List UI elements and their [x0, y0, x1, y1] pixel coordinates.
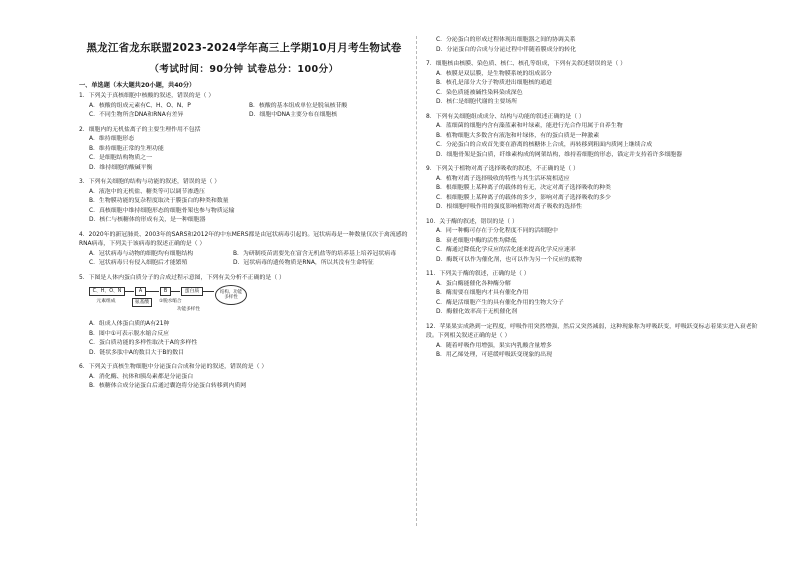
option-c: C．不同生物所含DNA和RNA有差异	[89, 112, 184, 118]
protein-synthesis-diagram	[89, 285, 289, 317]
option-b: B．维持细胞正常的生理功能	[89, 145, 164, 152]
page-title: 黑龙江省龙东联盟2023-2024学年高三上学期10月月考生物试卷	[86, 42, 402, 54]
arrow-line	[145, 291, 159, 292]
option-a: A．同一种酶可存在于分化程度不同的活细胞中	[436, 228, 558, 234]
option-a: A．消化酶、抗体和胰岛素都是分泌蛋白	[89, 373, 194, 380]
option-b: B．植物细胞大多数含有液泡和叶绿体，有的蛋白质是一种激素	[436, 132, 600, 139]
elements-box: C、H、O、N	[89, 287, 125, 296]
question-stem: 4．2020年的新冠肺炎、2003年的SARS和2012年的中东MERS都是由冠状病毒引起的。冠状病毒是一种数量仅次于禽流感的RNA病毒，下列关于该病毒的叙述正确的是（ ）	[79, 231, 408, 247]
b-box: B	[160, 287, 171, 296]
option-c: C．是细胞结构物质之一	[89, 155, 153, 161]
question-12	[426, 323, 764, 361]
option-d: D．根细胞呼吸作用的强度影响植物对离子吸收的选择性	[436, 204, 582, 210]
option-a: A．冠状病毒与动物的细胞均有细胞结构	[89, 250, 194, 257]
option-c: C．酶是活细胞产生的具有催化作用的生物大分子	[436, 299, 564, 306]
option-b: B．生物膜功能的复杂程度取决于膜蛋白的种类和数量	[89, 198, 229, 204]
option-a: A．随着呼吸作用增强，果实内乳酸含量增多	[436, 342, 552, 349]
arrow-line	[170, 291, 180, 292]
question-stem: 11．下列关于酶的叙述，正确的是（ ）	[426, 271, 530, 277]
question-6	[79, 363, 409, 392]
process-label: ①脱水缩合	[159, 299, 182, 304]
question-stem: 2．细胞内的无机盐离子的主要生理作用不包括	[79, 126, 201, 133]
option-a: A．核酸的组成元素有C、H、O、N、P	[89, 102, 191, 109]
option-a: A．蓝细菌的细胞内含有藻蓝素和叶绿素，能进行光合作用属于自养生物	[436, 123, 623, 129]
option-d: D．核仁是细胞代谢的主要场所	[436, 99, 518, 105]
question-stem: 1．下列关于真核细胞中核酸的叙述，错误的是（ ）	[79, 93, 215, 99]
option-d: D．酶既可以作为催化剂，也可以作为另一个反应的底物	[436, 256, 582, 263]
question-6-continued	[426, 36, 764, 55]
option-c: C．根细胞膜上某种离子的载体的多少，影响对离子选择吸收的多少	[436, 194, 611, 201]
column-divider	[416, 36, 417, 526]
option-row	[79, 102, 409, 112]
question-1	[79, 92, 409, 121]
question-2	[79, 126, 409, 174]
option-row	[79, 111, 409, 121]
option-c: C．真核细胞中维持细胞形态的细胞骨架也参与物质运输	[89, 207, 235, 214]
option-row	[79, 259, 409, 269]
question-stem: 8．下列有关细胞组成成分、结构与功能的叙述正确的是（ ）	[426, 113, 585, 120]
option-d: D．酶催化效率高于无机催化剂	[436, 309, 518, 315]
arrow-line	[202, 291, 214, 292]
diversity-top: 结构、功能	[220, 289, 242, 295]
question-stem: 12．苹果果实成熟到一定程度，呼吸作用突然增强，然后又突然减弱，这种现象称为呼吸跃变，呼吸跃变标志着果实进入衰老阶段。下列相关叙述正确的是（ ）	[426, 323, 758, 339]
option-c: C．蛋白质功能的多样性取决于A的多样性	[89, 340, 198, 346]
option-b: B．衰老细胞中酶的活性均降低	[436, 237, 517, 244]
option-c: C．分泌蛋白的合成首先要在游离的核糖体上合成，再转移到粗面内质网上继续合成	[436, 142, 653, 148]
question-stem: 6．下列关于真核生物细胞中分泌蛋白合成和分泌的叙述，错误的是（ ）	[79, 364, 268, 370]
section-heading: 一、单选题（本大题共20小题，共40分）	[79, 82, 196, 89]
question-9	[426, 165, 764, 213]
option-b: B．核孔是部分大分子物质进出细胞核的通道	[436, 80, 552, 86]
option-a: A．植物对离子选择吸收的特性与其生活环境相适应	[436, 175, 570, 182]
option-b: B．酶需要在细胞内才具有催化作用	[436, 290, 529, 296]
option-b: B．核酸的基本组成单位是脱氧核苷酸	[249, 102, 348, 109]
question-stem: 3．下列有关细胞的结构与功能的叙述，错误的是（ ）	[79, 179, 221, 185]
option-b: B．为研制疫苗需要先在富含无机盐等的培养基上培养冠状病毒	[233, 250, 397, 257]
exam-info: （考试时间：90分钟 试卷总分：100分）	[149, 64, 339, 75]
question-stem: 10．关于酶的叙述，错误的是（ ）	[426, 218, 518, 225]
question-stem: 5．下图是人体内蛋白质分子的合成过程示意图，下列有关分析不正确的是（ ）	[79, 274, 285, 281]
option-row	[79, 250, 409, 260]
option-d: D．细胞中DNA主要分布在细胞核	[249, 112, 338, 118]
option-d: D．冠状病毒的遗传物质是RNA，所以其没有生命特征	[233, 260, 374, 266]
question-8	[426, 113, 764, 161]
option-a: A．液泡中的无机盐、糖类等可以调节渗透压	[89, 188, 205, 195]
option-b: B．图中①可表示脱水缩合反应	[89, 330, 170, 337]
elements-note: 元素组成	[89, 298, 123, 305]
option-c: C．分泌蛋白的形成过程体现出细胞器之间的协调关系	[436, 37, 576, 43]
right-column	[426, 36, 764, 366]
function-label: 功能多样性	[177, 307, 200, 312]
a-box: A	[135, 287, 146, 296]
question-3	[79, 178, 409, 226]
option-b: B．用乙烯处理，可延缓呼吸跃变现象的出现	[436, 352, 552, 358]
option-c: C．染色质能被碱性染料染成深色	[436, 89, 523, 96]
option-b: B．核糖体合成分泌蛋白后通过囊泡将分泌蛋白转移到内质网	[89, 383, 247, 389]
diversity-bottom: 多样性	[224, 295, 238, 300]
option-d: D．细胞骨架是蛋白质，纤维素构成的网架结构，维持着细胞的形态，锚定并支持着许多细胞器	[436, 151, 683, 158]
option-a: A．核膜是双层膜，是生物膜系统的组成部分	[436, 70, 552, 77]
question-5	[79, 274, 409, 359]
arrow-line	[124, 291, 134, 292]
question-4	[79, 231, 409, 269]
left-column	[79, 36, 409, 397]
option-c: C．酶通过降低化学反应的活化能来提高化学反应速率	[436, 247, 576, 253]
question-10	[426, 218, 764, 266]
diversity-circle	[215, 285, 247, 305]
question-7	[426, 60, 764, 108]
option-b: B．根细胞膜上某种离子的载体的有无，决定对离子选择吸收的种类	[436, 185, 611, 191]
protein-box: 蛋白质	[181, 287, 203, 296]
option-a: A．维持细胞形态	[89, 136, 135, 142]
amino-acid-box: 氨基酸	[132, 298, 152, 307]
question-stem: 9．下列关于植物对离子选择吸收的叙述，不正确的是（ ）	[426, 166, 579, 172]
option-d: D．核仁与核糖体的形成有关，是一种细胞器	[89, 217, 206, 223]
option-a: A．组成人体蛋白质的A有21种	[89, 321, 170, 327]
option-a: A．蛋白酶能催化各种酶分解	[436, 280, 511, 287]
option-c: C．冠状病毒只有侵入细胞后才能繁殖	[89, 260, 188, 266]
option-d: D．链状多肽中A的数目大于B的数目	[89, 349, 185, 356]
option-d: D．维持细胞的酸碱平衡	[89, 164, 153, 171]
option-d: D．分泌蛋白的合成与分泌过程中伴随着膜成分的转化	[436, 46, 577, 53]
question-11	[426, 270, 764, 318]
question-stem: 7．细胞核由核膜、染色质、核仁、核孔等组成，下列有关叙述错误的是（ ）	[426, 61, 627, 67]
